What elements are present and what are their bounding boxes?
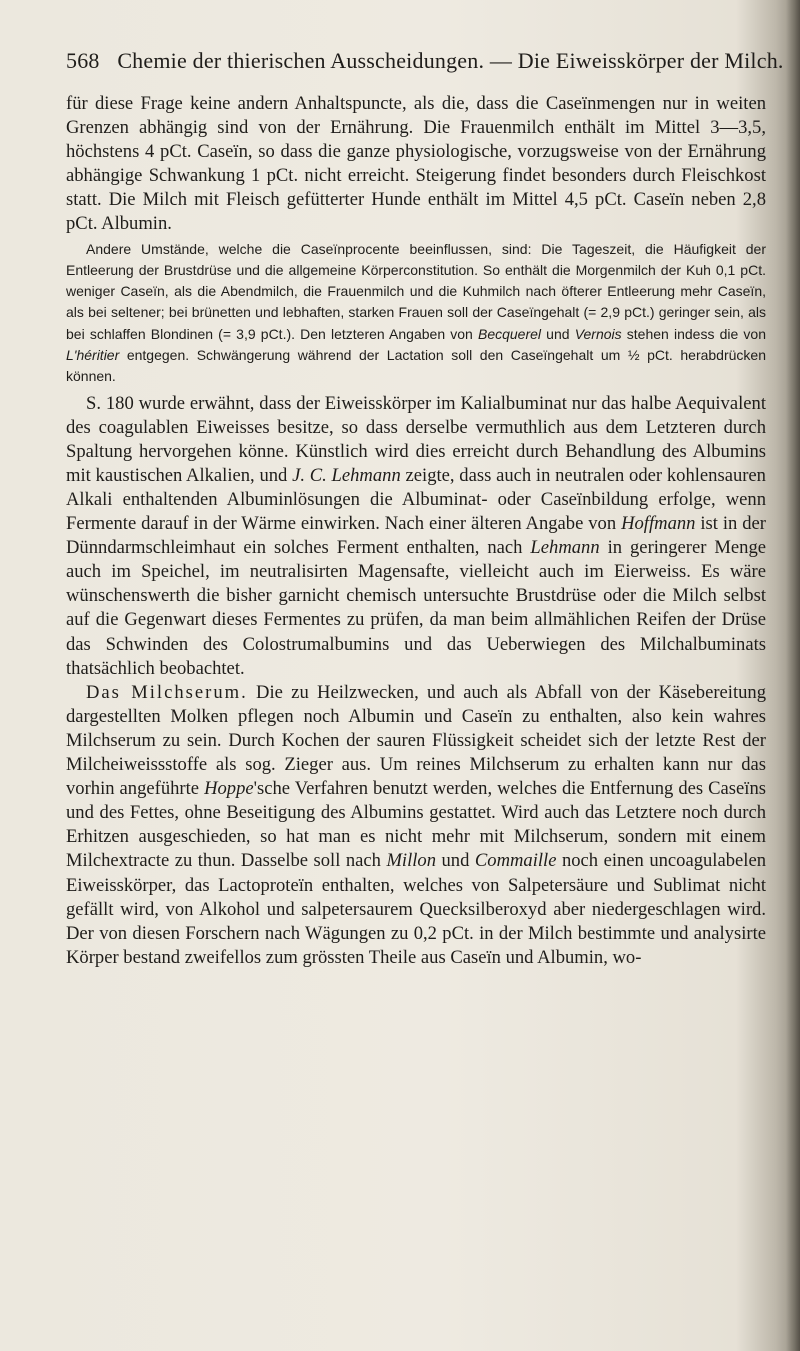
paragraph-text: und [436, 850, 475, 872]
small-print-paragraph-circumstances [66, 239, 766, 388]
page-edge-shadow [786, 0, 800, 1351]
body-text [66, 92, 766, 970]
paragraph-text: S. 180 wurde erwähnt, dass der Eiweisskörper im Kalialbuminat nur das halbe Aequivalent des coagulablen Eiweisses besitze, so dass derselbe vermuthlich aus dem Letzteren durch Spaltung hervorgehen könne. Künstlich wird dies erreicht durch Behandlung des Albumins mit kaustischen Alkalien, und [66, 392, 766, 486]
paragraph-text: für diese Frage keine andern Anhaltspuncte, als die, dass die Caseïnmengen nur in weiten Grenzen abhängig sind von der Ernährung. Die Frauenmilch enthält im Mittel 3—3,5, höchstens 4 pCt. Caseïn, so dass die ganze physiologische, vorzugsweise von der Ernährung abhängige Schwankung 1 pCt. nicht erreicht. Steigerung findet besonders durch Fleischkost statt. Die Milch mit Fleisch gefütterter Hunde enthält im Mittel 4,5 pCt. Caseïn neben 2,8 pCt. Albumin. [66, 93, 766, 235]
paragraph-milchserum [66, 681, 766, 970]
paragraph-text: 'sche Verfahren benutzt werden, welches die Entfernung des Caseïns und des Fettes, ohne Beseitigung des Albumins gestattet. Wird auch das Letztere noch durch Erhitzen ausgeschieden, so hat man es nicht mehr mit Milchserum, sondern mit einem Milchextracte zu thun. Dasselbe soll nach [66, 778, 766, 872]
paragraph-caseine-amounts [66, 92, 766, 237]
author-name: Hoffmann [621, 513, 696, 535]
author-name: Commaille [474, 850, 557, 872]
paragraph-text: noch einen uncoagulabelen Eiweisskörper, das Lactoproteïn enthalten, welches von Salpetersäure und Sublimat nicht gefällt wird, von Alkohol und salpetersaurem Quecksilberoxyd aber niedergeschlagen wird. Der von diesen Forschern nach Wägungen zu 0,2 pCt. in der Milch bestimmte und analysirte Körper bestand zweifellos zum grössten Theile aus Caseïn und Albumin, wo- [66, 850, 766, 968]
author-name: Becquerel [477, 325, 542, 342]
running-title: Chemie der thierischen Ausscheidungen. — Die Eiweisskörper der Milch. [117, 48, 784, 73]
page-number: 568 [66, 48, 100, 73]
paragraph-kalialbuminat [66, 392, 766, 681]
paragraph-text: zeigte, dass auch in neutralen oder kohlensauren Alkali enthaltenden Albuminlösungen die Albuminat- oder Caseïnbildung erfolge, wenn Fermente darauf in der Wärme einwirken. Nach einer älteren Angabe von [66, 464, 766, 535]
author-name: J. C. Lehmann [292, 464, 401, 486]
author-name: Lehmann [530, 537, 600, 559]
paragraph-text: entgegen. Schwängerung während der Lactation soll den Caseïngehalt um ½ pCt. herabdrücken können. [66, 347, 766, 385]
paragraph-text: ist in der Dünndarmschleimhaut ein solches Ferment enthalten, nach [66, 513, 766, 559]
section-heading: Das Milchserum. [86, 681, 248, 703]
paragraph-text: und [541, 325, 575, 342]
running-header [66, 48, 784, 74]
paragraph-text: Andere Umstände, welche die Caseïnprocente beeinflussen, sind: Die Tageszeit, die Häufigkeit der Entleerung der Brustdrüse und die allgemeine Körperconstitution. So enthält die Morgenmilch der Kuh 0,1 pCt. weniger Caseïn, als die Abendmilch, die Frauenmilch und die Kuhmilch nach öfterer Entleerung mehr Caseïn, als bei seltener; bei brünetten und lebhaften, starken Frauen soll der Caseïngehalt (= 2,9 pCt.) geringer sein, als bei schlaffen Blondinen (= 3,9 pCt.). Den letzteren Angaben von [66, 240, 766, 342]
paragraph-text: in geringerer Menge auch im Speichel, im neutralisirten Magensafte, vielleicht auch im Eierweiss. Es wäre wünschenswerth die bisher garnicht chemisch untersuchte Brustdrüse oder die Milch selbst auf die Gegenwart dieses Fermentes zu prüfen, da man beim allmählichen Reifen der Drüse das Schwinden des Colostrumalbumins und das Ueberwiegen des Milchalbuminats thatsächlich beobachtet. [66, 537, 766, 679]
author-name: L'héritier [66, 347, 120, 364]
paragraph-text: Die zu Heilzwecken, und auch als Abfall von der Käsebereitung dargestellten Molken pflegen noch Albumin und Caseïn zu enthalten, also kein wahres Milchserum zu sein. Durch Kochen der sauren Flüssigkeit scheidet sich der letzte Rest der Milcheiweissstoffe als sog. Zieger aus. Um reines Milchserum zu erhalten kann nur das vorhin angeführte [66, 681, 766, 800]
author-name: Hoppe [204, 778, 254, 800]
paragraph-text: stehen indess die von [621, 325, 766, 342]
author-name: Vernois [574, 325, 622, 342]
author-name: Millon [386, 850, 437, 872]
